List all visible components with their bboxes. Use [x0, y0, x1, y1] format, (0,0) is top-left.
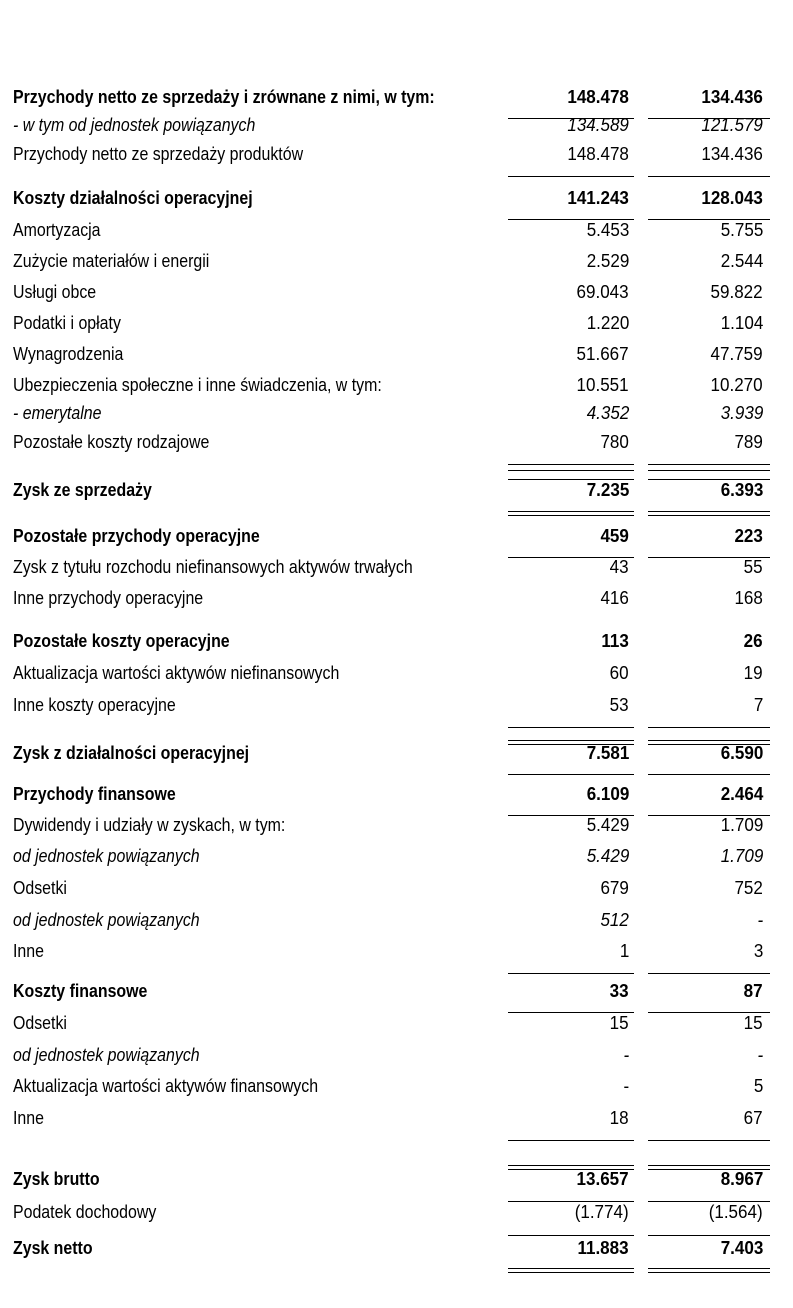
value-previous-year: 752	[734, 877, 763, 898]
separator-line	[508, 464, 634, 465]
separator-line	[648, 176, 770, 177]
separator-line	[508, 727, 634, 728]
statement-row	[0, 1009, 793, 1039]
statement-row	[0, 371, 793, 401]
row-label: Ubezpieczenia społeczne i inne świadczenia, w tym:	[13, 374, 382, 395]
separator-line	[648, 1140, 770, 1141]
statement-row	[0, 83, 793, 113]
statement-row	[0, 1041, 793, 1071]
separator-line	[508, 118, 634, 119]
separator-line	[648, 774, 770, 775]
separator-line	[648, 219, 770, 220]
separator-line	[648, 1169, 770, 1170]
separator-line	[508, 1268, 634, 1269]
separator-line	[648, 557, 770, 558]
statement-row	[0, 1072, 793, 1102]
value-current-year: 5.429	[586, 814, 629, 835]
row-label: Odsetki	[13, 1012, 67, 1033]
value-previous-year: (1.564)	[709, 1201, 763, 1222]
value-current-year: 6.109	[586, 783, 629, 804]
separator-line	[508, 815, 634, 816]
value-previous-year: 128.043	[701, 187, 763, 208]
statement-row	[0, 184, 793, 214]
value-previous-year: 134.436	[701, 143, 763, 164]
value-previous-year: 1.104	[720, 312, 763, 333]
separator-line	[648, 1268, 770, 1269]
separator-line	[508, 176, 634, 177]
separator-line	[508, 740, 634, 741]
separator-line	[508, 1235, 634, 1236]
statement-row	[0, 476, 793, 506]
separator-line	[508, 1165, 634, 1166]
value-current-year: 69.043	[576, 281, 629, 302]
value-current-year: 5.429	[586, 845, 629, 866]
row-label: Inne	[13, 940, 44, 961]
value-previous-year: -	[757, 909, 763, 930]
value-current-year: 51.667	[576, 343, 629, 364]
value-current-year: 1	[619, 940, 629, 961]
value-previous-year: 3	[753, 940, 763, 961]
value-previous-year: 2.464	[720, 783, 763, 804]
value-current-year: 512	[600, 909, 629, 930]
row-label: Wynagrodzenia	[13, 343, 124, 364]
value-previous-year: 121.579	[701, 114, 763, 135]
separator-line	[508, 479, 634, 480]
value-previous-year: 5.755	[720, 219, 763, 240]
value-current-year: 7.581	[586, 742, 629, 763]
value-previous-year: 19	[744, 662, 763, 683]
value-current-year: 780	[600, 431, 629, 452]
row-label: Aktualizacja wartości aktywów niefinansowych	[13, 662, 340, 683]
value-previous-year: 168	[734, 587, 763, 608]
row-label: Zysk z tytułu rozchodu niefinansowych aktywów trwałych	[13, 556, 413, 577]
statement-row	[0, 906, 793, 936]
row-label: Zużycie materiałów i energii	[13, 250, 210, 271]
value-current-year: 10.551	[576, 374, 629, 395]
row-label: Inne koszty operacyjne	[13, 694, 176, 715]
row-label: od jednostek powiązanych	[13, 909, 200, 930]
separator-line	[648, 1201, 770, 1202]
value-previous-year: 2.544	[720, 250, 763, 271]
statement-row	[0, 977, 793, 1007]
value-previous-year: 223	[734, 525, 763, 546]
separator-line	[508, 774, 634, 775]
value-previous-year: 6.393	[720, 479, 763, 500]
row-label: Inne przychody operacyjne	[13, 587, 204, 608]
statement-row	[0, 399, 793, 429]
value-previous-year: 1.709	[720, 845, 763, 866]
row-label: Podatek dochodowy	[13, 1201, 157, 1222]
statement-row	[0, 874, 793, 904]
value-previous-year: 26	[744, 630, 763, 651]
value-current-year: 13.657	[576, 1168, 629, 1189]
row-label: od jednostek powiązanych	[13, 1044, 200, 1065]
row-label: - emerytalne	[13, 402, 102, 423]
separator-line	[648, 479, 770, 480]
statement-row	[0, 691, 793, 721]
value-previous-year: 5	[753, 1075, 763, 1096]
row-label: - w tym od jednostek powiązanych	[13, 114, 256, 135]
value-previous-year: 67	[744, 1107, 763, 1128]
value-current-year: 43	[610, 556, 629, 577]
value-current-year: 459	[600, 525, 629, 546]
separator-line	[508, 1272, 634, 1273]
statement-row	[0, 584, 793, 614]
separator-line	[648, 727, 770, 728]
value-current-year: 113	[601, 630, 629, 651]
statement-row	[0, 1104, 793, 1134]
row-label: Pozostałe koszty operacyjne	[13, 630, 230, 651]
value-previous-year: 7.403	[720, 1237, 763, 1258]
statement-row	[0, 842, 793, 872]
value-current-year: 679	[600, 877, 629, 898]
separator-line	[508, 744, 634, 745]
statement-row	[0, 428, 793, 458]
separator-line	[648, 515, 770, 516]
row-label: Koszty finansowe	[13, 980, 148, 1001]
statement-row	[0, 522, 793, 552]
statement-row	[0, 780, 793, 810]
row-label: Zysk z działalności operacyjnej	[13, 742, 250, 763]
separator-line	[648, 973, 770, 974]
statement-row	[0, 1198, 793, 1228]
value-current-year: (1.774)	[575, 1201, 629, 1222]
value-current-year: 1.220	[586, 312, 629, 333]
value-current-year: 53	[610, 694, 629, 715]
row-label: Zysk brutto	[13, 1168, 100, 1189]
row-label: Inne	[13, 1107, 44, 1128]
statement-row	[0, 309, 793, 339]
value-previous-year: 789	[734, 431, 763, 452]
separator-line	[508, 515, 634, 516]
separator-line	[648, 464, 770, 465]
separator-line	[648, 470, 770, 471]
value-previous-year: 47.759	[710, 343, 763, 364]
statement-row	[0, 247, 793, 277]
separator-line	[648, 815, 770, 816]
value-current-year: 33	[610, 980, 629, 1001]
separator-line	[508, 1169, 634, 1170]
value-previous-year: 15	[744, 1012, 763, 1033]
statement-row	[0, 937, 793, 967]
separator-line	[648, 1235, 770, 1236]
value-current-year: 5.453	[586, 219, 629, 240]
statement-row	[0, 111, 793, 141]
row-label: Dywidendy i udziały w zyskach, w tym:	[13, 814, 286, 835]
separator-line	[648, 744, 770, 745]
value-previous-year: 87	[744, 980, 763, 1001]
separator-line	[508, 470, 634, 471]
row-label: Pozostałe koszty rodzajowe	[13, 431, 210, 452]
separator-line	[508, 973, 634, 974]
row-label: Pozostałe przychody operacyjne	[13, 525, 260, 546]
value-previous-year: 134.436	[701, 86, 763, 107]
separator-line	[508, 1201, 634, 1202]
row-label: Koszty działalności operacyjnej	[13, 187, 253, 208]
value-current-year: 148.478	[567, 86, 629, 107]
value-current-year: 2.529	[586, 250, 629, 271]
row-label: Przychody netto ze sprzedaży i zrównane z nimi, w tym:	[13, 86, 435, 107]
value-previous-year: -	[757, 1044, 763, 1065]
value-previous-year: 55	[744, 556, 763, 577]
separator-line	[648, 1272, 770, 1273]
value-current-year: 60	[610, 662, 629, 683]
separator-line	[648, 740, 770, 741]
row-label: Podatki i opłaty	[13, 312, 121, 333]
value-current-year: 141.243	[567, 187, 629, 208]
value-previous-year: 7	[753, 694, 763, 715]
separator-line	[648, 511, 770, 512]
separator-line	[508, 1140, 634, 1141]
statement-row	[0, 340, 793, 370]
row-label: Przychody netto ze sprzedaży produktów	[13, 143, 304, 164]
value-previous-year: 59.822	[710, 281, 763, 302]
separator-line	[648, 1165, 770, 1166]
statement-row	[0, 140, 793, 170]
value-current-year: -	[623, 1044, 629, 1065]
value-previous-year: 10.270	[710, 374, 763, 395]
separator-line	[508, 219, 634, 220]
statement-row	[0, 216, 793, 246]
row-label: Usługi obce	[13, 281, 97, 302]
separator-line	[508, 557, 634, 558]
statement-row	[0, 659, 793, 689]
row-label: Amortyzacja	[13, 219, 101, 240]
value-previous-year: 8.967	[720, 1168, 763, 1189]
row-label: Aktualizacja wartości aktywów finansowych	[13, 1075, 319, 1096]
row-label: od jednostek powiązanych	[13, 845, 200, 866]
value-current-year: 134.589	[567, 114, 629, 135]
statement-row	[0, 627, 793, 657]
value-previous-year: 6.590	[720, 742, 763, 763]
value-current-year: -	[623, 1075, 629, 1096]
separator-line	[508, 511, 634, 512]
row-label: Zysk netto	[13, 1237, 93, 1258]
value-current-year: 11.883	[577, 1237, 629, 1258]
separator-line	[648, 118, 770, 119]
value-current-year: 148.478	[567, 143, 629, 164]
value-current-year: 4.352	[586, 402, 629, 423]
value-current-year: 15	[610, 1012, 629, 1033]
separator-line	[648, 1012, 770, 1013]
separator-line	[508, 1012, 634, 1013]
row-label: Przychody finansowe	[13, 783, 176, 804]
value-current-year: 416	[600, 587, 629, 608]
value-previous-year: 1.709	[720, 814, 763, 835]
value-previous-year: 3.939	[720, 402, 763, 423]
statement-row	[0, 278, 793, 308]
value-current-year: 7.235	[586, 479, 629, 500]
row-label: Zysk ze sprzedaży	[13, 479, 152, 500]
statement-row	[0, 1234, 793, 1264]
value-current-year: 18	[610, 1107, 629, 1128]
row-label: Odsetki	[13, 877, 67, 898]
